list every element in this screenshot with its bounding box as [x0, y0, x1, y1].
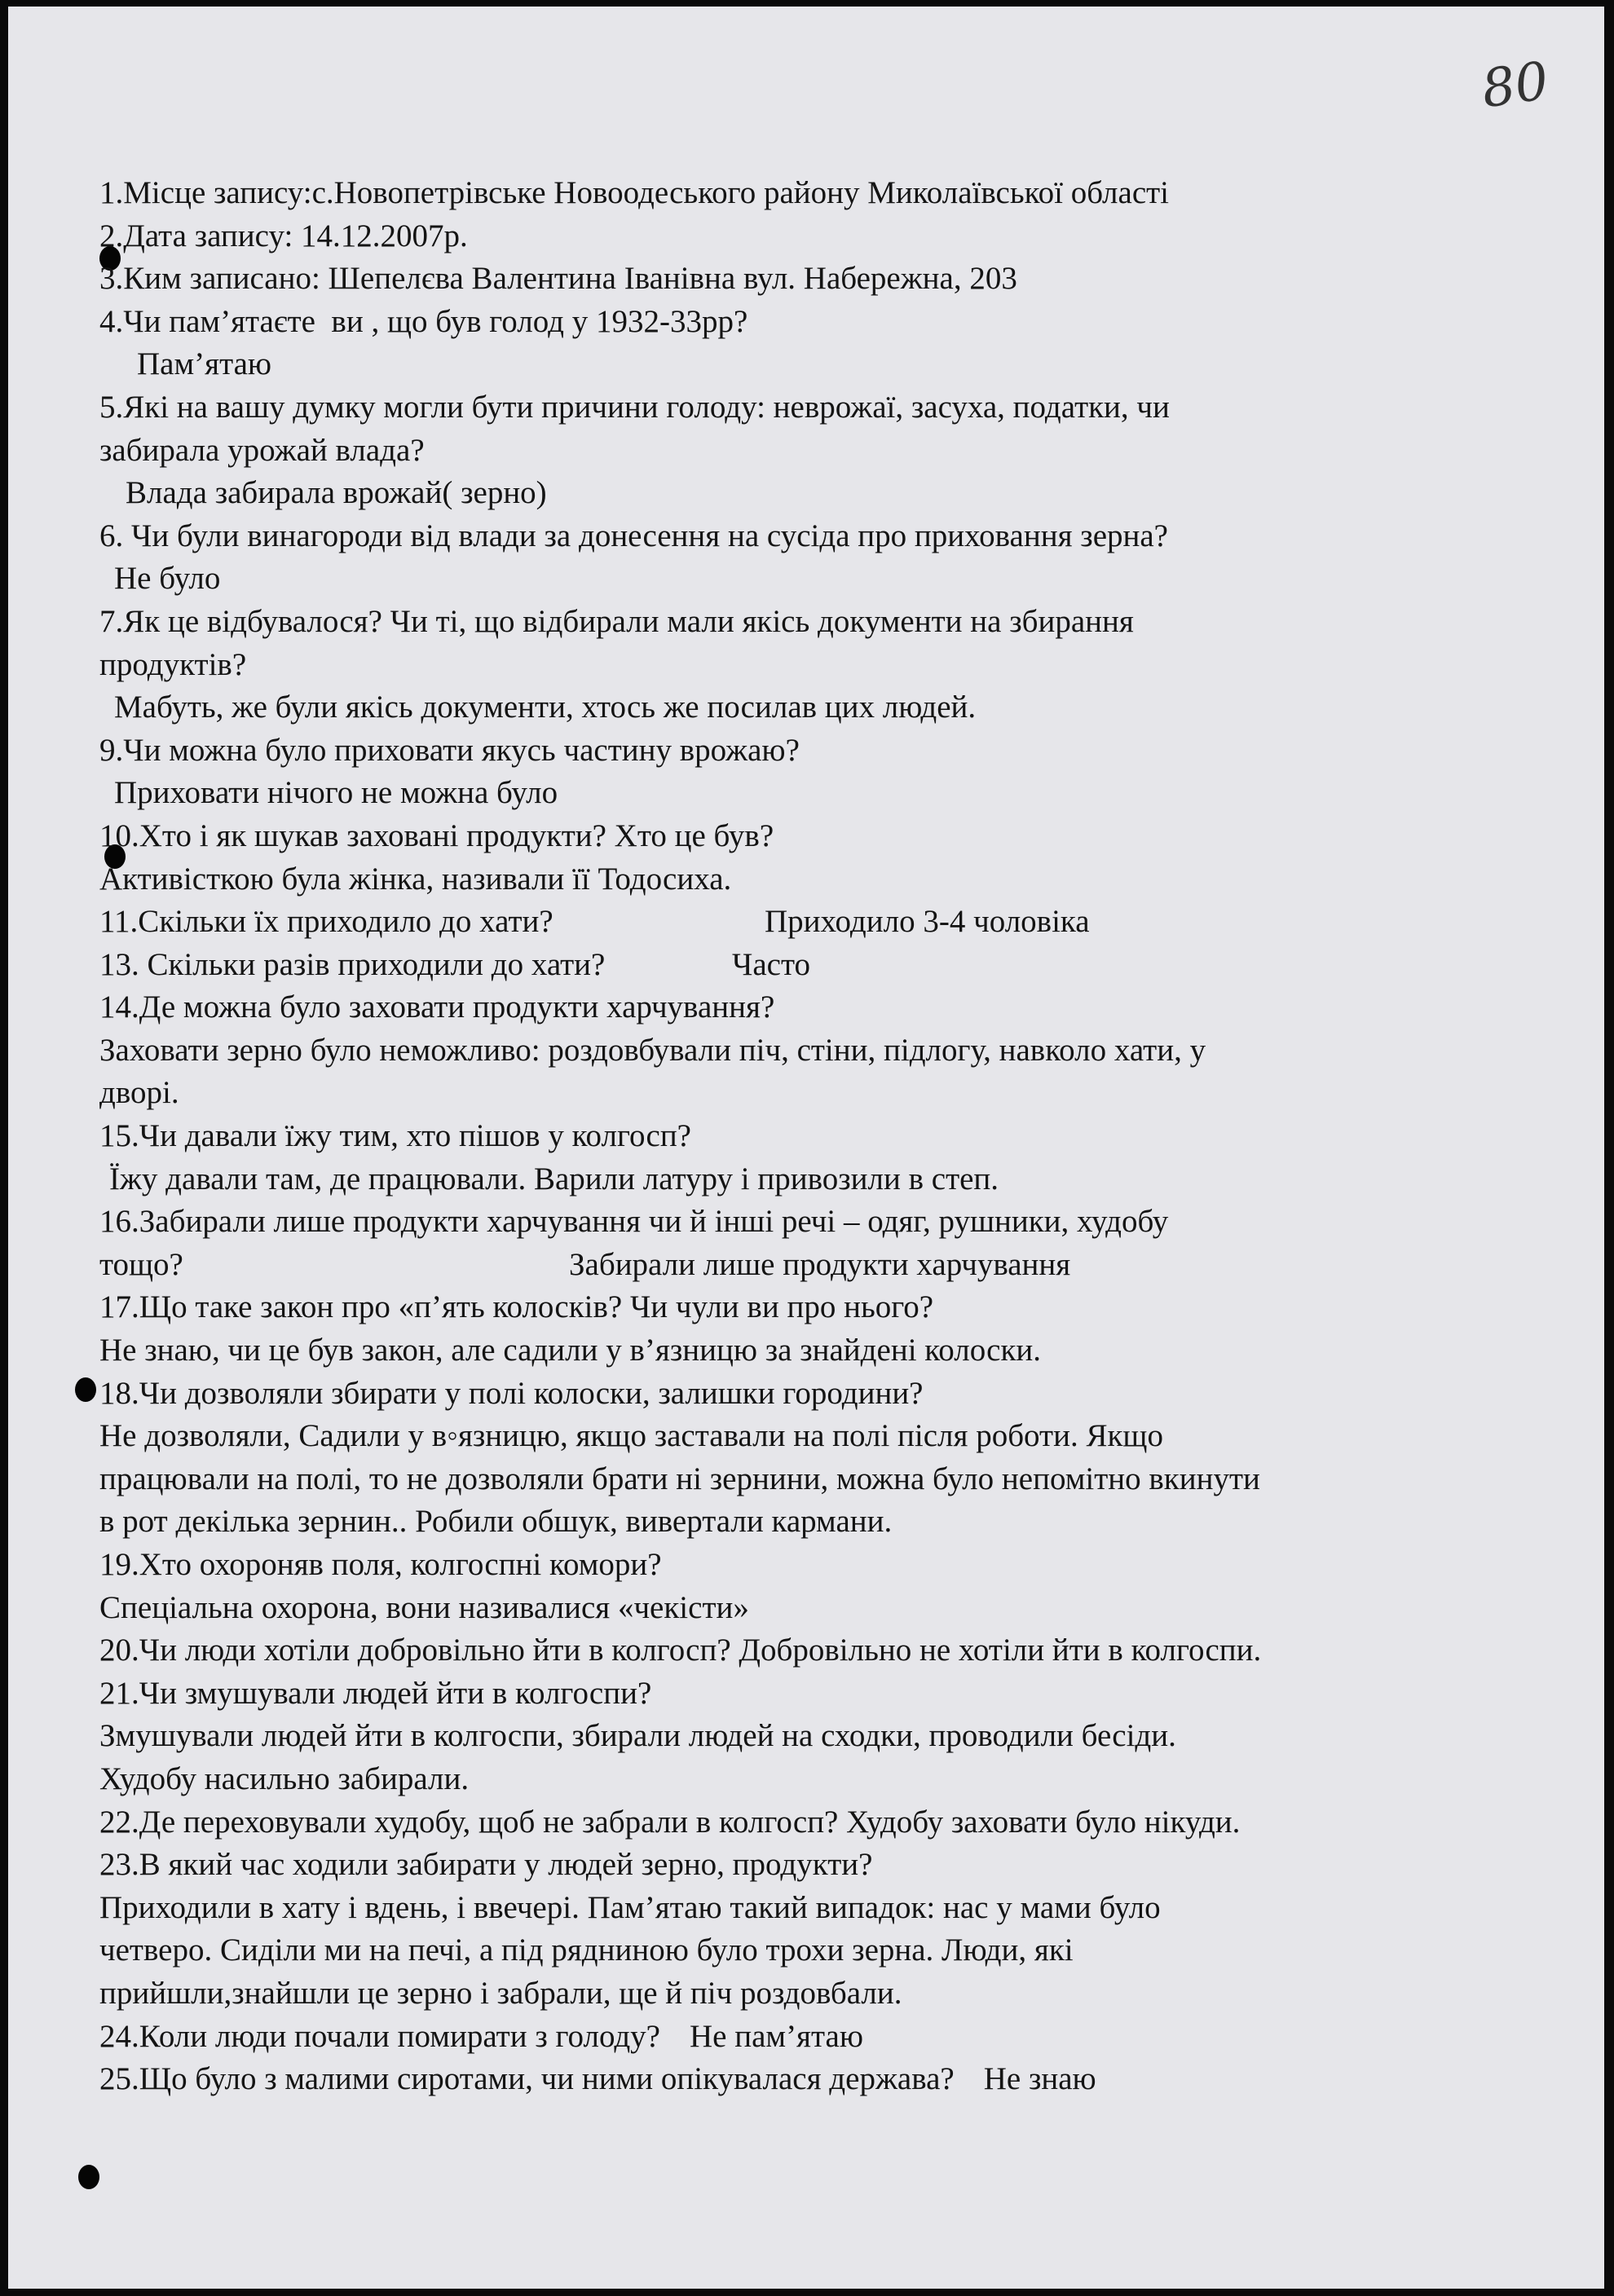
question-11-row: [99, 901, 1567, 944]
question-10: 10.Хто і як шукав заховані продукти? Хто це був?: [99, 817, 774, 853]
handwritten-page-number: 80: [1478, 51, 1553, 121]
answer-11: Приходило 3-4 чоловіка: [765, 904, 1090, 940]
question-23: 23.В який час ходили забирати у людей зерно, продукти?: [99, 1847, 873, 1883]
question-21: 21.Чи змушували людей йти в колгоспи?: [99, 1675, 652, 1711]
answer-14-cont: дворі.: [99, 1075, 179, 1111]
question-5: 5.Які на вашу думку могли бути причини голоду: неврожаї, засуха, податки, чи: [99, 389, 1170, 425]
question-20: 20.Чи люди хотіли добровільно йти в колгосп? Добровільно не хотіли йти в колгоспи.: [99, 1633, 1262, 1668]
answer-5: Влада забирала врожай( зерно): [126, 475, 547, 511]
answer-18: Не дозволяли, Садили у в◦язницю, якщо заставали на полі після роботи. Якщо: [99, 1418, 1163, 1454]
question-7-cont: продуктів?: [99, 646, 247, 682]
question-24: 24.Коли люди почали помирати з голоду?: [99, 2018, 660, 2054]
record-place: 1.Місце запису:с.Новопетрівське Новоодеського району Миколаївської області: [99, 175, 1170, 210]
answer-18-cont: в рот декілька зернин.. Робили обшук, вивертали кармани.: [99, 1504, 893, 1540]
question-16: 16.Забирали лише продукти харчування чи й інші речі – одяг, рушники, худобу: [99, 1204, 1169, 1240]
answer-13: Часто: [732, 946, 810, 982]
question-4: 4.Чи пам’ятаєте ви , що був голод у 1932-33рр?: [99, 303, 748, 339]
answer-23-cont: четверо. Сиділи ми на печі, а під рядниною було трохи зерна. Люди, які: [99, 1932, 1074, 1968]
question-25-row: [99, 2058, 1567, 2101]
answer-23-cont: прийшли,знайшли це зерно і забрали, ще й піч роздовбали.: [99, 1975, 902, 2011]
interview-text: [99, 172, 1567, 2101]
answer-24: Не пам’ятаю: [689, 2018, 863, 2054]
answer-25: Не знаю: [983, 2061, 1096, 2097]
answer-18-cont: працювали на полі, то не дозволяли брати ні зернини, можна було непомітно вкинути: [99, 1461, 1260, 1496]
question-13: 13. Скільки разів приходили до хати?: [99, 946, 606, 982]
question-7: 7.Як це відбувалося? Чи ті, що відбирали мали якісь документи на збирання: [99, 603, 1134, 639]
question-22: 22.Де переховували худобу, щоб не забрали в колгосп? Худобу заховати було нікуди.: [99, 1804, 1241, 1840]
answer-14: Заховати зерно було неможливо: роздовбували піч, стіни, підлогу, навколо хати, у: [99, 1032, 1206, 1068]
answer-10: Активісткою була жінка, називали її Тодосиха.: [99, 861, 732, 897]
answer-16: Забирали лише продукти харчування: [569, 1246, 1071, 1282]
answer-15: Їжу давали там, де працювали. Варили латуру і привозили в степ.: [109, 1161, 999, 1196]
question-14: 14.Де можна було заховати продукти харчування?: [99, 989, 775, 1025]
answer-4: Пам’ятаю: [137, 346, 272, 382]
answer-19: Спеціальна охорона, вони називалися «чекісти»: [99, 1589, 749, 1625]
answer-21: Змушували людей йти в колгоспи, збирали людей на сходки, проводили бесіди.: [99, 1718, 1176, 1754]
punch-hole: [78, 2165, 99, 2189]
question-16-cont: тощо?: [99, 1246, 183, 1282]
answer-23: Приходили в хату і вдень, і ввечері. Пам’ятаю такий випадок: нас у мами було: [99, 1889, 1161, 1925]
recorded-by: 3.Ким записано: Шепелєва Валентина Іванівна вул. Набережна, 203: [99, 261, 1017, 297]
question-11: 11.Скільки їх приходило до хати?: [99, 904, 553, 940]
question-6: 6. Чи були винагороди від влади за донесення на сусіда про приховання зерна?: [99, 518, 1168, 553]
question-16-row: [99, 1244, 1567, 1287]
question-25: 25.Що було з малими сиротами, чи ними опікувалася держава?: [99, 2061, 955, 2097]
punch-hole: [75, 1377, 96, 1402]
answer-7: Мабуть, же були якісь документи, хтось же посилав цих людей.: [114, 690, 977, 725]
question-24-row: [99, 2016, 1567, 2059]
record-date: 2.Дата запису: 14.12.2007р.: [99, 218, 468, 253]
document-page: [8, 7, 1604, 2289]
question-19: 19.Хто охороняв поля, колгоспні комори?: [99, 1547, 662, 1582]
question-9: 9.Чи можна було приховати якусь частину врожаю?: [99, 732, 800, 768]
answer-17: Не знаю, чи це був закон, але садили у в’язницю за знайдені колоски.: [99, 1333, 1042, 1368]
question-17: 17.Що таке закон про «п’ять колосків? Чи чули ви про нього?: [99, 1289, 934, 1325]
question-15: 15.Чи давали їжу тим, хто пішов у колгосп?: [99, 1118, 691, 1154]
question-18: 18.Чи дозволяли збирати у полі колоски, залишки городини?: [99, 1375, 924, 1411]
answer-6: Не було: [114, 561, 221, 597]
question-13-row: [99, 944, 1567, 987]
question-5-cont: забирала урожай влада?: [99, 432, 425, 468]
answer-9: Приховати нічого не можна було: [114, 775, 558, 811]
answer-21-cont: Худобу насильно забирали.: [99, 1761, 470, 1796]
